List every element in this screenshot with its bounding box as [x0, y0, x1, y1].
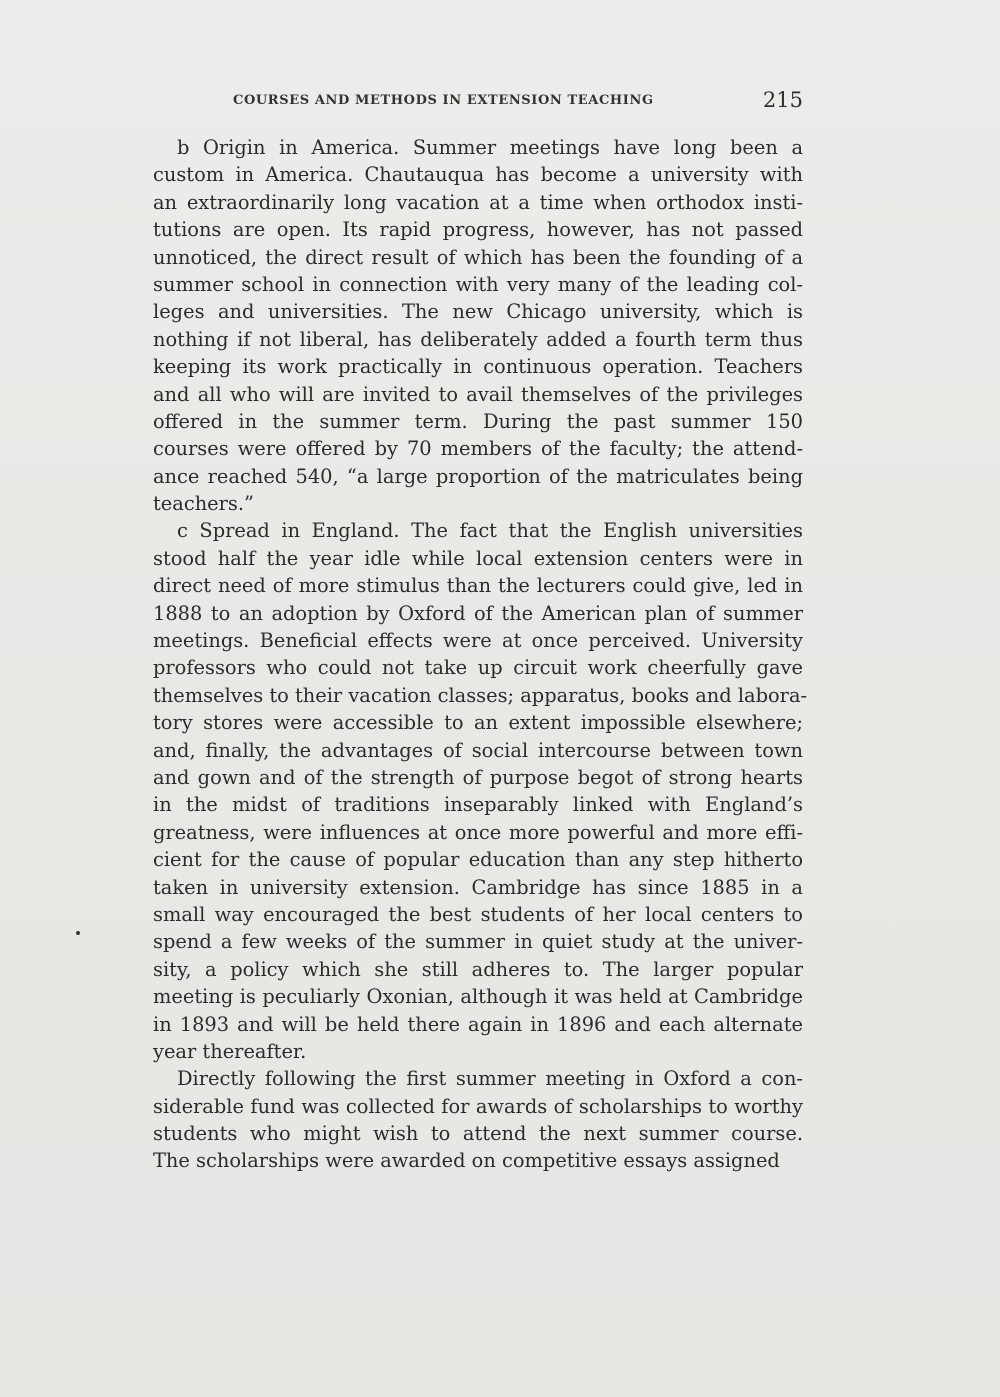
text-line: meeting is peculiarly Oxonian, although it was held at Cambridge	[153, 985, 803, 1009]
text-line: spend a few weeks of the summer in quiet study at the univer-	[153, 930, 803, 954]
text-line: in the midst of traditions inseparably linked with England’s	[153, 793, 803, 817]
running-title: COURSES AND METHODS IN EXTENSION TEACHING	[233, 93, 654, 108]
text-line: stood half the year idle while local extension centers were in	[153, 546, 803, 570]
text-line: year thereafter.	[153, 1039, 307, 1063]
page-number: 215	[762, 88, 803, 112]
text-line: c Spread in England. The fact that the English universities	[177, 519, 803, 543]
text-line: students who might wish to attend the next summer course.	[153, 1122, 803, 1146]
text-line: unnoticed, the direct result of which has been the founding of a	[153, 245, 803, 269]
text-line: sity, a policy which she still adheres to. The larger popular	[153, 957, 803, 981]
text-line: b Origin in America. Summer meetings have long been a	[177, 136, 803, 159]
text-line: meetings. Beneficial effects were at once perceived. University	[153, 629, 803, 653]
text-line: and all who will are invited to avail themselves of the privileges	[153, 382, 803, 406]
text-line: direct need of more stimulus than the lecturers could give, led in	[153, 574, 803, 598]
text-line: offered in the summer term. During the past summer 150	[153, 409, 803, 433]
text-line: courses were offered by 70 members of the faculty; the attend-	[153, 437, 803, 461]
text-line: themselves to their vacation classes; apparatus, books and labora-	[153, 683, 808, 707]
paragraph	[153, 1065, 803, 1175]
text-line: keeping its work practically in continuous operation. Teachers	[153, 355, 803, 379]
ink-speck	[76, 931, 80, 935]
text-line: taken in university extension. Cambridge has since 1885 in a	[153, 875, 803, 899]
text-line: cient for the cause of popular education than any step hitherto	[153, 848, 803, 872]
text-line: tory stores were accessible to an extent impossible elsewhere;	[153, 711, 803, 735]
text-line: 1888 to an adoption by Oxford of the American plan of summer	[153, 601, 803, 625]
running-head	[153, 90, 803, 114]
body-text	[153, 134, 808, 1175]
text-line: Directly following the first summer meeting in Oxford a con-	[177, 1067, 803, 1091]
text-line: siderable fund was collected for awards of scholarships to worthy	[153, 1094, 803, 1118]
text-line: custom in America. Chautauqua has become a university with	[153, 163, 803, 187]
text-line: an extraordinarily long vacation at a time when orthodox insti-	[153, 190, 803, 214]
text-line: The scholarships were awarded on competitive essays assigned	[153, 1149, 780, 1173]
text-line: summer school in connection with very many of the leading col-	[153, 272, 803, 296]
text-line: professors who could not take up circuit work cheerfully gave	[153, 656, 803, 680]
text-line: in 1893 and will be held there again in 1896 and each alternate	[153, 1012, 803, 1036]
text-line: tutions are open. Its rapid progress, however, has not passed	[153, 218, 803, 242]
text-line: ance reached 540, “a large proportion of the matriculates being	[153, 464, 803, 488]
text-line: greatness, were influences at once more powerful and more effi-	[153, 820, 803, 844]
paragraph	[153, 517, 808, 1065]
text-line: and gown and of the strength of purpose begot of strong hearts	[153, 765, 803, 789]
text-line: leges and universities. The new Chicago university, which is	[153, 300, 803, 324]
text-line: teachers.”	[153, 492, 254, 516]
text-line: and, finally, the advantages of social intercourse between town	[153, 738, 803, 762]
paragraph	[153, 134, 803, 517]
text-line: small way encouraged the best students of her local centers to	[153, 902, 803, 926]
text-line: nothing if not liberal, has deliberately added a fourth term thus	[153, 327, 803, 351]
